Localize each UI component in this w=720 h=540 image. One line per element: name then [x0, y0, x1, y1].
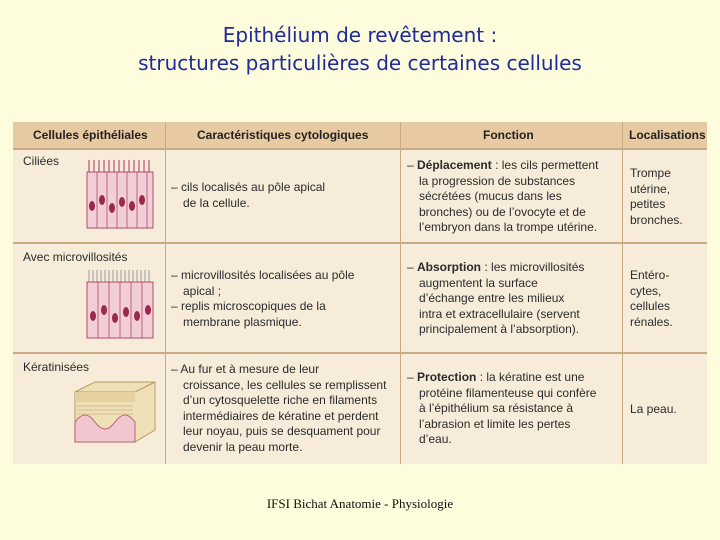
slide-title-line-1: Epithélium de revêtement :: [222, 23, 498, 47]
ciliated-cells-illustration: [85, 156, 157, 236]
table-header: [13, 122, 707, 150]
cilia: [89, 160, 149, 172]
row-label-microvillosites: Avec microvillosités: [23, 250, 128, 264]
microvilli-cells-illustration: [85, 268, 157, 344]
header-fonction: Fonction: [483, 128, 534, 142]
carac-ciliees: – cils localisés au pôle apical de la cellule.: [171, 180, 326, 210]
epithelium-table: [13, 122, 707, 464]
column-divider: [622, 122, 623, 464]
footer-caption: IFSI Bichat Anatomie - Physiologie: [266, 496, 454, 511]
column-divider: [400, 122, 401, 464]
fonction-keratinisees: – Protection : la kératine est une protéine filamenteuse qui confère à l’épithélium sa résistance à l’abrasion et limite les pertes d’eau.: [407, 370, 597, 446]
keratinized-skin-illustration: [71, 378, 159, 448]
column-divider: [165, 122, 166, 464]
header-localisations: Localisations: [629, 128, 706, 142]
localisation-ciliees: Trompe utérine, petites bronches.: [630, 166, 683, 227]
fonction-microvillosites: – Absorption : les microvillosités augmentent la surface d’échange entre les milieux intra et extracellulaire (servent principalement à l’absorption).: [407, 260, 585, 336]
row-label-ciliees: Ciliées: [23, 154, 60, 168]
row-divider: [13, 242, 707, 244]
carac-microvillosites: – microvillosités localisées au pôle apical ; – replis microscopiques de la membrane plasmique.: [171, 268, 355, 329]
header-cellules: Cellules épithéliales: [33, 128, 148, 142]
localisation-microvillosites: Entéro- cytes, cellules rénales.: [630, 268, 673, 329]
header-caracteristiques: Caractéristiques cytologiques: [197, 128, 369, 142]
slide-title-line-2: structures particulières de certaines cellules: [138, 51, 582, 75]
fonction-ciliees: – Déplacement : les cils permettent la progression de substances sécrétées (mucus dans les bronches) ou de l’ovocyte et de l’embryon dans la trompe utérine.: [407, 158, 599, 234]
localisation-keratinisees: La peau.: [630, 402, 677, 416]
carac-keratinisees: – Au fur et à mesure de leur croissance, les cellules se remplissent d’un cytosquelette riche en filaments intermédiaires de kératine et perdent leur noyau, puis se desquament pour devenir la peau morte.: [171, 362, 387, 454]
row-label-keratinisees: Kératinisées: [23, 360, 90, 374]
row-divider: [13, 352, 707, 354]
